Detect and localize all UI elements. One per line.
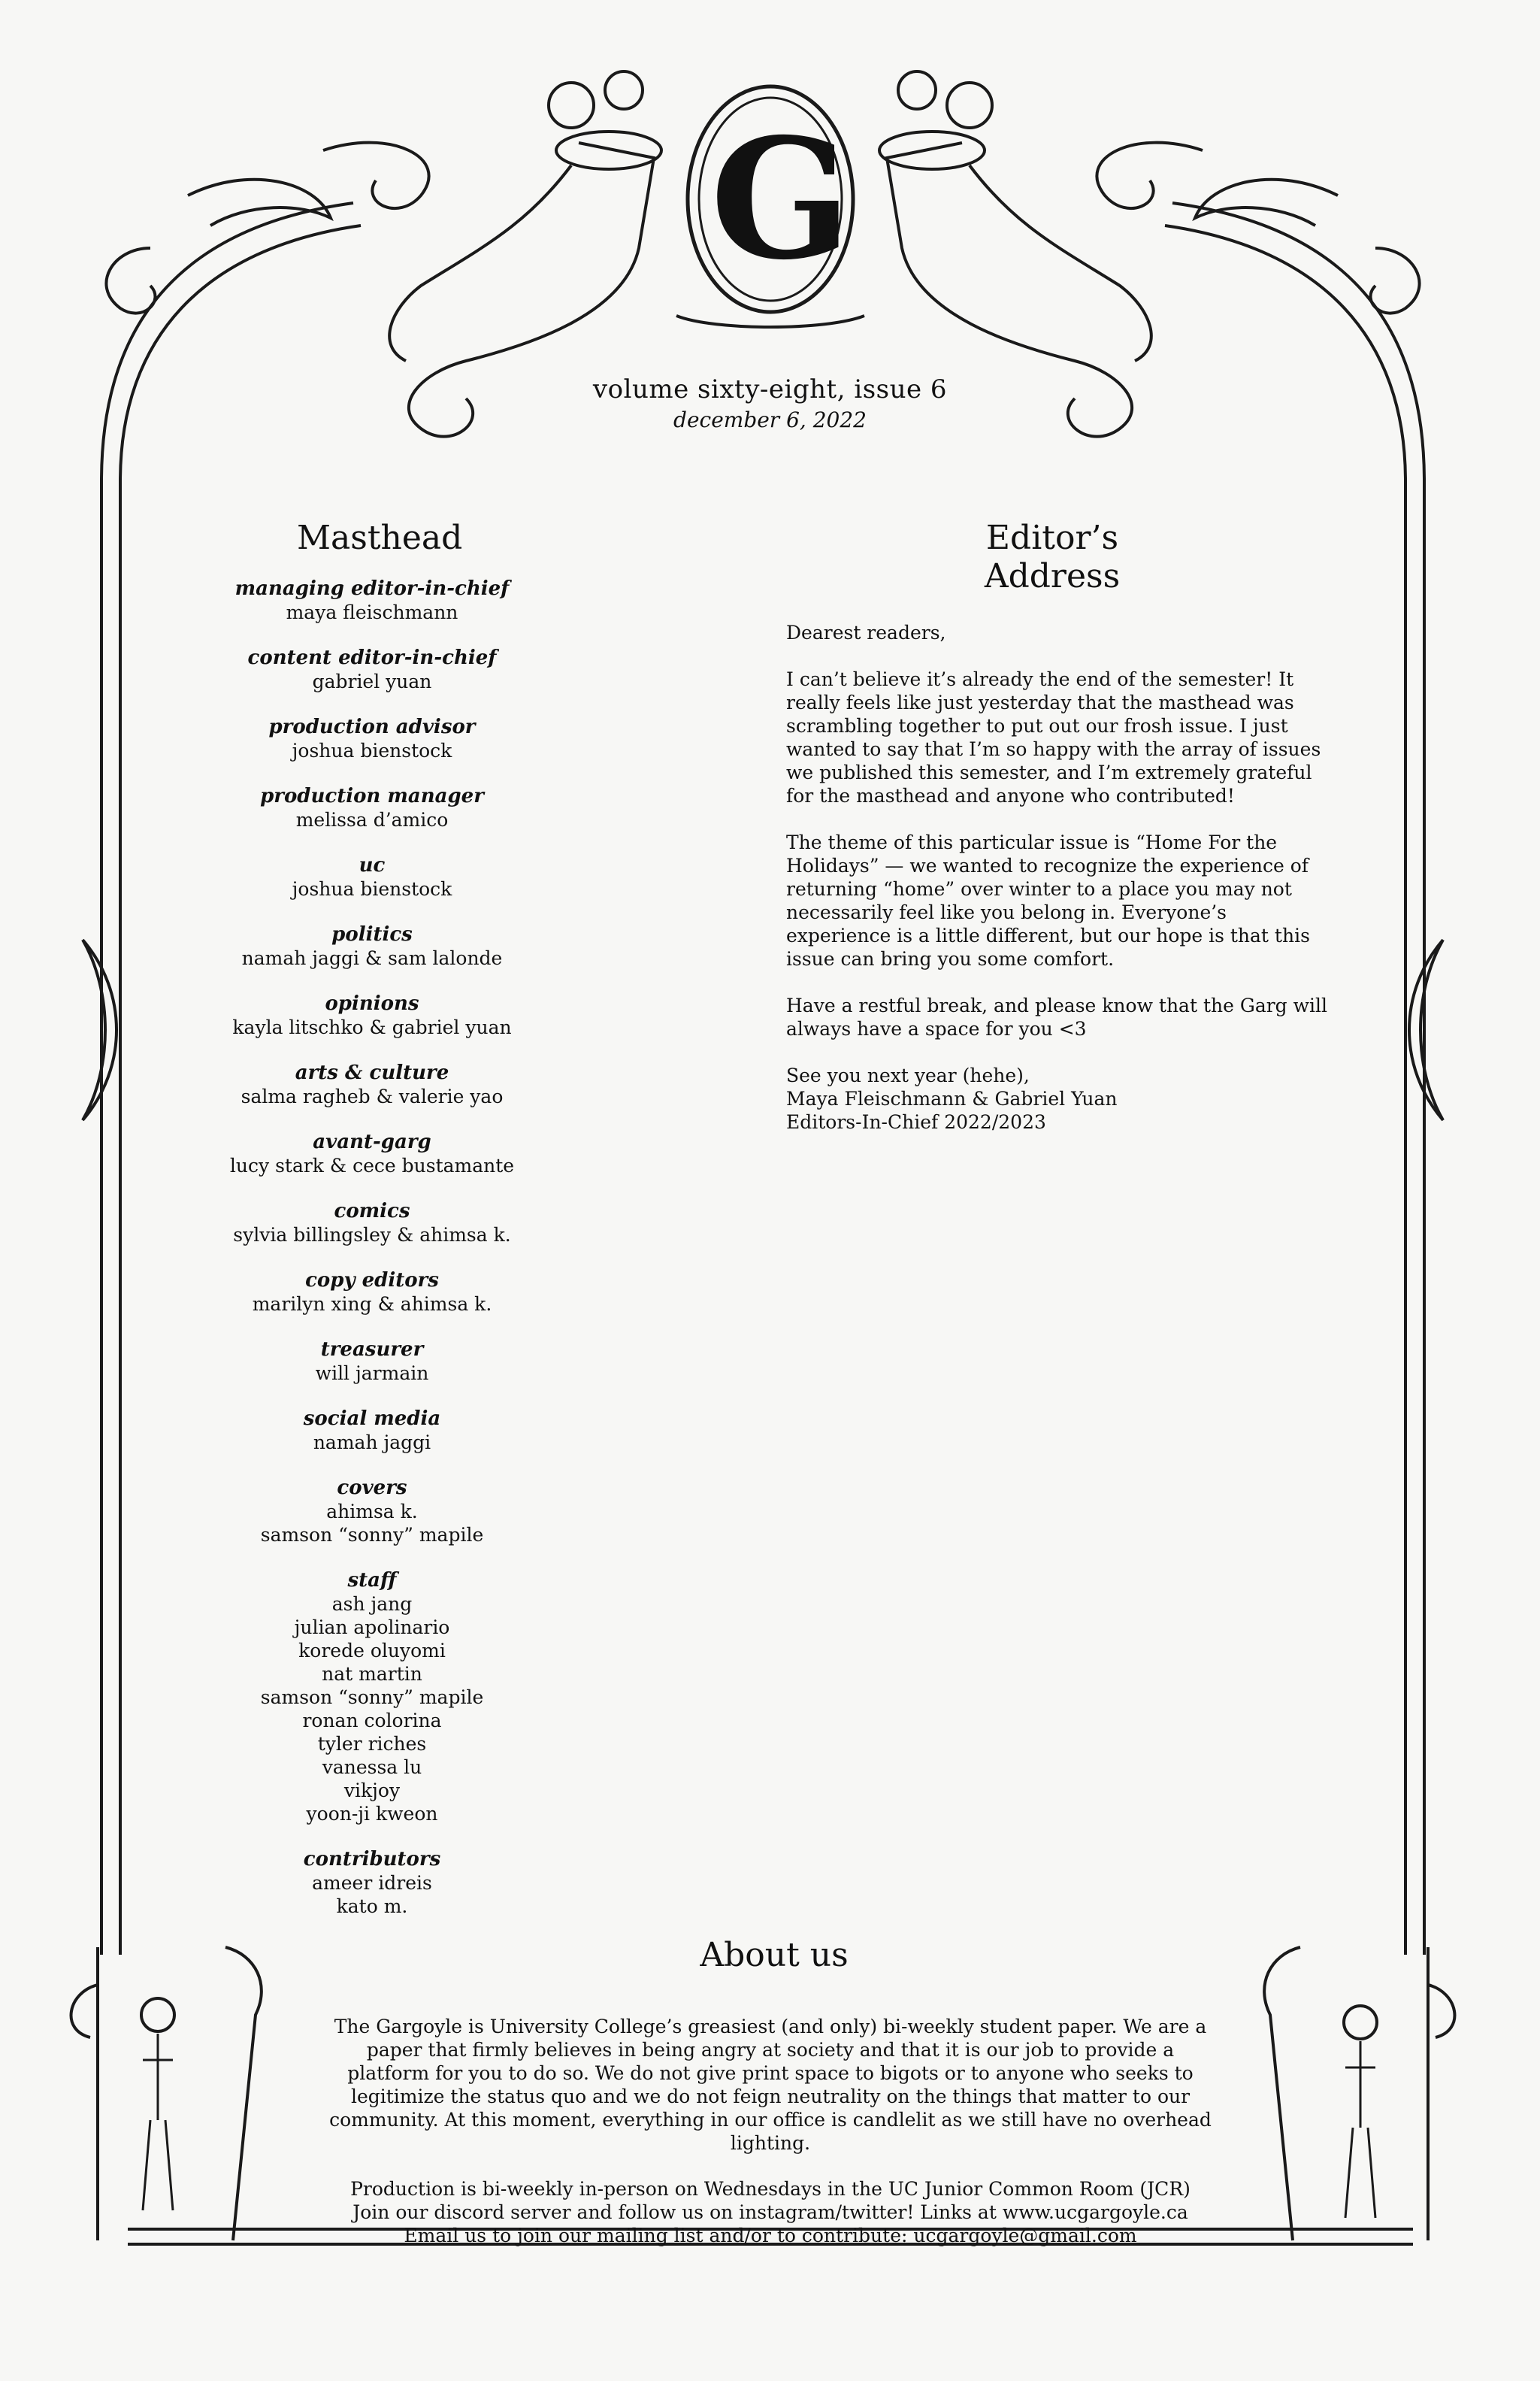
role-name: gabriel yuan [312, 671, 432, 692]
role-name: vanessa lu [322, 1756, 422, 1778]
address-paragraph: The theme of this particular issue is “Home For the Holidays” — we wanted to recognize the experience of returning “home” over winter to a place you may not necessarily feel like you belong in. Everyone’s experience is a little different, but our hope is that this issue can bring you some comfort. [786, 832, 1310, 970]
masthead-role [225, 1407, 519, 1454]
role-title: comics [334, 1200, 410, 1222]
masthead-role [225, 1062, 519, 1108]
role-title: politics [331, 923, 413, 946]
role-name: ronan colorina [302, 1710, 442, 1731]
masthead-role [225, 1269, 519, 1316]
role-name: kato m. [336, 1895, 408, 1917]
role-title: avant-garg [313, 1131, 431, 1153]
role-name: will jarmain [315, 1362, 429, 1384]
role-name: joshua bienstock [292, 740, 452, 762]
address-paragraph: I can’t believe it’s already the end of the semester! It really feels like just yesterday that the masthead was scrambling together to put out our frosh issue. I just wanted to say that I’m so happy with the array of issues we published this semester, and I’m extremely grateful for the masthead and anyone who contributed! [786, 668, 1321, 807]
role-name: yoon-ji kweon [306, 1803, 438, 1825]
role-name: maya fleischmann [286, 601, 458, 623]
masthead-list [225, 577, 519, 1940]
role-name: marilyn xing & ahimsa k. [252, 1293, 492, 1315]
masthead-role [225, 1338, 519, 1385]
role-name: nat martin [322, 1663, 422, 1685]
role-title: arts & culture [295, 1062, 449, 1084]
role-name: samson “sonny” mapile [260, 1686, 484, 1708]
signers: Maya Fleischmann & Gabriel Yuan [786, 1088, 1118, 1110]
masthead-heading: Masthead [297, 519, 463, 557]
role-name: ameer idreis [312, 1872, 432, 1894]
role-name: melissa d’amico [295, 809, 449, 831]
role-title: production advisor [268, 716, 476, 738]
role-title: contributors [303, 1848, 441, 1871]
masthead-role [225, 785, 519, 832]
role-name: namah jaggi & sam lalonde [241, 947, 503, 969]
email-info: Email us to join our mailing list and/or to contribute: ucgargoyle@gmail.com [404, 2225, 1137, 2246]
masthead-role [225, 923, 519, 970]
role-name: julian apolinario [294, 1616, 450, 1638]
role-title: treasurer [320, 1338, 424, 1361]
masthead-role [225, 1200, 519, 1247]
role-name: samson “sonny” mapile [260, 1524, 484, 1546]
about-us-heading: About us [700, 1936, 849, 1974]
role-name: lucy stark & cece bustamante [229, 1155, 515, 1177]
role-title: covers [337, 1477, 407, 1499]
about-us-body [323, 2015, 1218, 2247]
role-name: ahimsa k. [326, 1501, 418, 1522]
role-title: production manager [260, 785, 484, 807]
role-name: korede oluyomi [298, 1640, 446, 1662]
signoff: See you next year (hehe), [786, 1065, 1030, 1086]
role-title: opinions [325, 992, 419, 1015]
signer-role: Editors-In-Chief 2022/2023 [786, 1111, 1046, 1133]
discord-info: Join our discord server and follow us on instagram/twitter! Links at www.ucgargoyle.ca [352, 2201, 1188, 2223]
role-title: managing editor-in-chief [234, 577, 510, 600]
about-paragraph: The Gargoyle is University College’s greasiest (and only) bi-weekly student paper. We are a paper that firmly believes in being angry at society and that it is our job to provide a platform for you to do so. We do not give print space to bigots or to anyone who seeks to legitimize the status quo and we do not feign neutrality on the things that matter to our community. At this moment, everything in our office is candlelit as we still have no overhead lighting. [329, 2016, 1212, 2154]
masthead-role [225, 1477, 519, 1546]
role-name: namah jaggi [313, 1431, 431, 1453]
role-name: tyler riches [317, 1733, 427, 1755]
production-info: Production is bi-weekly in-person on Wednesdays in the UC Junior Common Room (JCR) [350, 2178, 1191, 2200]
salutation: Dearest readers, [786, 622, 946, 644]
masthead-role [225, 716, 519, 762]
masthead-role [225, 577, 519, 624]
role-title: content editor-in-chief [247, 647, 497, 669]
role-name: sylvia billingsley & ahimsa k. [233, 1224, 511, 1246]
role-name: joshua bienstock [292, 878, 452, 900]
role-title: copy editors [305, 1269, 439, 1292]
role-name: ash jang [331, 1593, 413, 1615]
role-name: kayla litschko & gabriel yuan [232, 1016, 512, 1038]
role-name: salma ragheb & valerie yao [241, 1086, 504, 1107]
role-title: staff [347, 1569, 397, 1592]
issue-volume: volume sixty-eight, issue 6 [592, 374, 948, 404]
role-title: social media [303, 1407, 441, 1430]
gargoyle-logo-letter: G [710, 101, 852, 296]
role-title: uc [359, 854, 386, 877]
masthead-role [225, 1848, 519, 1918]
editors-address-body [786, 621, 1327, 1134]
issue-date: december 6, 2022 [673, 407, 867, 432]
editors-address-heading: Editor’s Address [984, 519, 1121, 595]
role-name: vikjoy [343, 1780, 401, 1801]
masthead-role [225, 647, 519, 693]
masthead-role [225, 1569, 519, 1825]
address-paragraph: Have a restful break, and please know that the Garg will always have a space for you <3 [786, 995, 1328, 1040]
masthead-role [225, 992, 519, 1039]
masthead-role [225, 854, 519, 901]
masthead-role [225, 1131, 519, 1177]
